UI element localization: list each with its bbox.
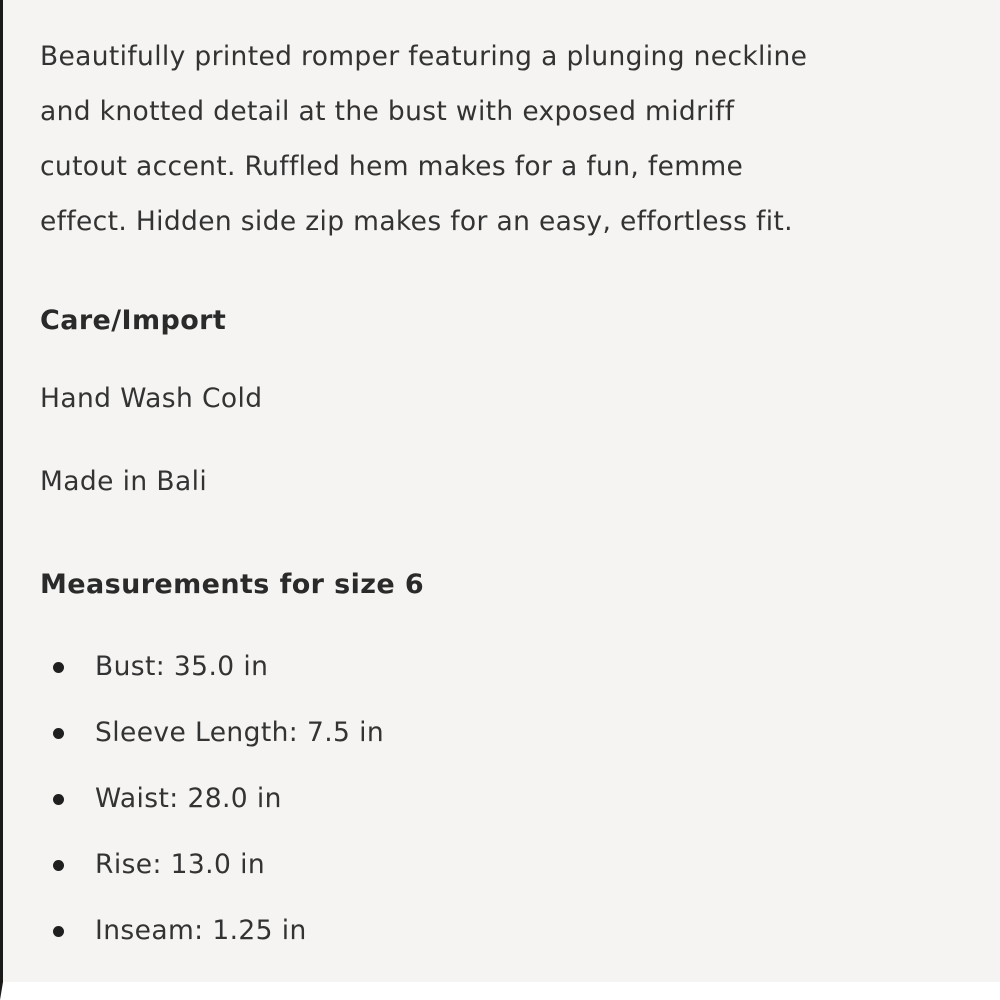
measurement-item-bust xyxy=(40,651,384,717)
description-line: and knotted detail at the bust with exposed midriff xyxy=(40,96,735,127)
description-line: cutout accent. Ruffled hem makes for a fun, femme xyxy=(40,151,744,182)
measurement-text: Rise: 13.0 in xyxy=(95,849,266,880)
bullet-icon xyxy=(53,926,64,937)
measurement-text: Sleeve Length: 7.5 in xyxy=(95,717,385,748)
measurement-item-inseam xyxy=(40,915,384,981)
measurement-item-sleeve-length xyxy=(40,717,384,783)
measurement-text: Inseam: 1.25 in xyxy=(95,915,307,946)
product-details xyxy=(40,29,990,946)
care-instruction: Hand Wash Cold xyxy=(40,383,263,414)
description-line: Beautifully printed romper featuring a plunging neckline xyxy=(40,41,808,72)
description-line: effect. Hidden side zip makes for an easy, effortless fit. xyxy=(40,206,793,237)
measurement-text: Bust: 35.0 in xyxy=(95,651,269,682)
bullet-icon xyxy=(53,728,64,739)
bullet-icon xyxy=(53,794,64,805)
measurement-text: Waist: 28.0 in xyxy=(95,783,282,814)
bullet-icon xyxy=(53,860,64,871)
care-import-heading: Care/Import xyxy=(40,305,227,336)
measurement-item-rise xyxy=(40,849,384,915)
product-description xyxy=(40,29,990,249)
measurement-item-waist xyxy=(40,783,384,849)
origin-info: Made in Bali xyxy=(40,466,208,497)
measurements-heading: Measurements for size 6 xyxy=(40,569,425,600)
measurements-list xyxy=(40,651,384,981)
bullet-icon xyxy=(53,662,64,673)
